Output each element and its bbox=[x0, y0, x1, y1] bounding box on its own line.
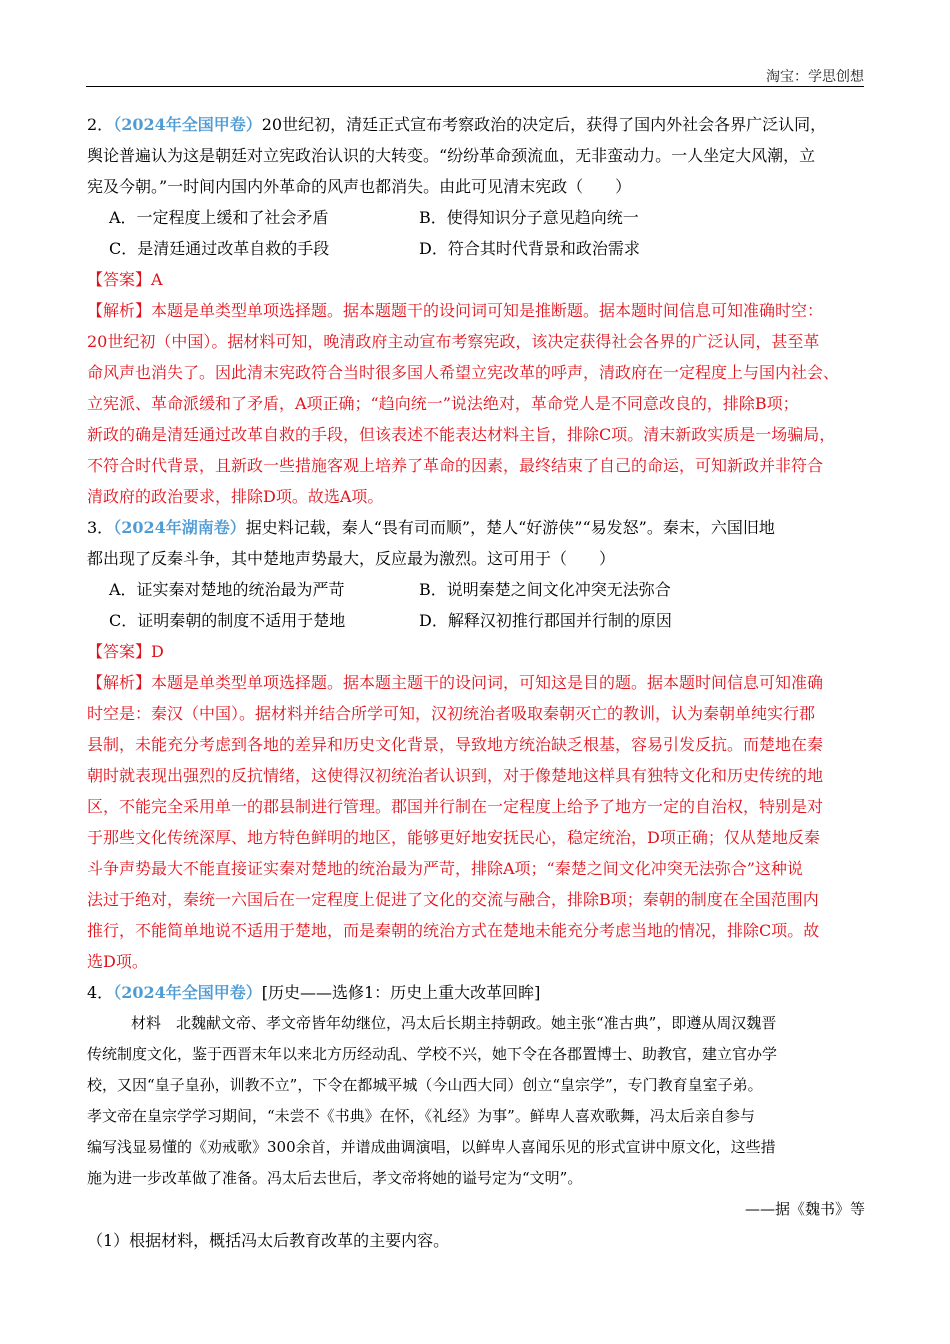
question-3 bbox=[87, 512, 865, 977]
analysis-line: 区，不能完全采用单一的郡县制进行管理。郡国并行制在一定程度上给予了地方一定的自治权，特别是对 bbox=[87, 797, 824, 816]
document-body bbox=[87, 109, 865, 1256]
option-b: B．说明秦楚之间文化冲突无法弥合 bbox=[419, 580, 671, 599]
question-3-stem-line bbox=[87, 512, 865, 543]
options-row bbox=[87, 574, 865, 605]
header-text: 淘宝：学思创想 bbox=[766, 69, 864, 85]
analysis-line: 【解析】本题是单类型单项选择题。据本题主题干的设问词，可知这是目的题。据本题时间信息可知准确 bbox=[87, 673, 824, 692]
analysis-line: 斗争声势最大不能直接证实秦对楚地的统治最为严苛，排除A项；“秦楚之间文化冲突无法弥合”这种说 bbox=[87, 859, 803, 878]
material-line: 孝文帝在皇宗学学习期间，“未尝不《书典》在怀，《礼经》为事”。鲜卑人喜欢歌舞，冯太后亲自参与 bbox=[87, 1107, 755, 1125]
header-rule bbox=[86, 86, 864, 87]
analysis-line: 新政的确是清廷通过改革自救的手段，但该表述不能表达材料主旨，排除C项。清末新政实质是一场骗局， bbox=[87, 425, 836, 444]
question-2-stem-line: 宪及今朝。”一时间内国内外革命的风声也都消失。由此可见清末宪政（ ） bbox=[87, 177, 632, 196]
analysis-line: 命风声也消失了。因此清末宪政符合当时很多国人希望立宪改革的呼声，清政府在一定程度上与国内社会、 bbox=[87, 363, 840, 382]
question-number: 2． bbox=[87, 115, 114, 134]
question-2-stem-line bbox=[87, 109, 865, 140]
option-a: A．一定程度上缓和了社会矛盾 bbox=[109, 208, 329, 227]
option-d: D．符合其时代背景和政治需求 bbox=[419, 239, 640, 258]
stem-text: 据史料记载，秦人“畏有司而顺”，楚人“好游侠”“易发怒”。秦末，六国旧地 bbox=[245, 518, 775, 537]
material-line: 传统制度文化，鉴于西晋末年以来北方历经动乱、学校不兴，她下令在各郡置博士、助教官，建立官办学 bbox=[87, 1045, 778, 1063]
answer: 【答案】D bbox=[87, 642, 164, 661]
question-source: （2024年全国甲卷） bbox=[113, 983, 262, 1002]
question-2 bbox=[87, 109, 865, 512]
analysis-line: 朝时就表现出强烈的反抗情绪，这使得汉初统治者认识到，对于像楚地这样具有独特文化和历史传统的地 bbox=[87, 766, 824, 785]
analysis-line: 时空是：秦汉（中国）。据材料并结合所学可知，汉初统治者吸取秦朝灭亡的教训，认为秦朝单纯实行郡 bbox=[87, 704, 816, 723]
analysis-line: 法过于绝对，秦统一六国后在一定程度上促进了文化的交流与融合，排除B项；秦朝的制度在全国范围内 bbox=[87, 890, 819, 909]
material-line: 编写浅显易懂的《劝戒歌》300余首，并谱成曲调演唱，以鲜卑人喜闻乐见的形式宣讲中原文化，这些措 bbox=[87, 1138, 776, 1156]
analysis-line: 选D项。 bbox=[87, 952, 148, 971]
material-citation: ——据《魏书》等 bbox=[744, 1200, 865, 1218]
material-line: 校，又因“皇子皇孙，训教不立”，下令在都城平城（今山西大同）创立“皇宗学”，专门教育皇室子弟。 bbox=[87, 1076, 763, 1094]
question-number: 4． bbox=[87, 983, 114, 1002]
question-number: 3． bbox=[87, 518, 114, 537]
analysis-line: 清政府的政治要求，排除D项。故选A项。 bbox=[87, 487, 384, 506]
analysis-line: 县制，未能充分考虑到各地的差异和历史文化背景，导致地方统治缺乏根基，容易引发反抗。而楚地在秦 bbox=[87, 735, 824, 754]
question-4 bbox=[87, 977, 865, 1256]
question-source: （2024年全国甲卷） bbox=[113, 115, 262, 134]
option-c: C．证明秦朝的制度不适用于楚地 bbox=[109, 611, 346, 630]
question-3-stem-line: 都出现了反秦斗争，其中楚地声势最大，反应最为激烈。这可用于（ ） bbox=[87, 549, 616, 568]
options-row bbox=[87, 202, 865, 233]
options-row bbox=[87, 605, 865, 636]
question-4-stem-line bbox=[87, 977, 865, 1008]
analysis-line: 20世纪初（中国）。据材料可知，晚清政府主动宣布考察宪政，该决定获得社会各界的广泛认同，甚至革 bbox=[87, 332, 820, 351]
options-row bbox=[87, 233, 865, 264]
stem-text: 20世纪初，清廷正式宣布考察政治的决定后，获得了国内外社会各界广泛认同， bbox=[261, 115, 827, 134]
analysis-line: 不符合时代背景，且新政一些措施客观上培养了革命的因素，最终结束了自己的命运，可知新政并非符合 bbox=[87, 456, 824, 475]
material-line: 材料 北魏献文帝、孝文帝皆年幼继位，冯太后长期主持朝政。她主张“准古典”，即遵从周汉魏晋 bbox=[131, 1014, 777, 1032]
material-line: 施为进一步改革做了准备。冯太后去世后，孝文帝将她的谥号定为“文明”。 bbox=[87, 1169, 583, 1187]
analysis-line: 于那些文化传统深厚、地方特色鲜明的地区，能够更好地安抚民心，稳定统治，D项正确；仅从楚地反秦 bbox=[87, 828, 820, 847]
question-source: （2024年湖南卷） bbox=[113, 518, 246, 537]
analysis-line: 推行，不能简单地说不适用于楚地，而是秦朝的统治方式在楚地未能充分考虑当地的情况，排除C项。故 bbox=[87, 921, 820, 940]
option-b: B．使得知识分子意见趋向统一 bbox=[419, 208, 639, 227]
analysis-line: 立宪派、革命派缓和了矛盾，A项正确；“趋向统一”说法绝对，革命党人是不同意改良的，排除B项； bbox=[87, 394, 799, 413]
option-c: C．是清廷通过改革自救的手段 bbox=[109, 239, 330, 258]
analysis-line: 【解析】本题是单类型单项选择题。据本题题干的设问词可知是推断题。据本题时间信息可知准确时空： bbox=[87, 301, 824, 320]
option-d: D．解释汉初推行郡国并行制的原因 bbox=[419, 611, 672, 630]
question-2-stem-line: 舆论普遍认为这是朝廷对立宪政治认识的大转变。“纷纷革命颈流血，无非蛮动力。一人坐定大风潮，立 bbox=[87, 146, 816, 165]
option-a: A．证实秦对楚地的统治最为严苛 bbox=[109, 580, 345, 599]
question-title: [历史——选修1：历史上重大改革回眸] bbox=[261, 983, 541, 1002]
answer: 【答案】A bbox=[87, 270, 163, 289]
sub-question-1: （1）根据材料，概括冯太后教育改革的主要内容。 bbox=[87, 1231, 450, 1250]
